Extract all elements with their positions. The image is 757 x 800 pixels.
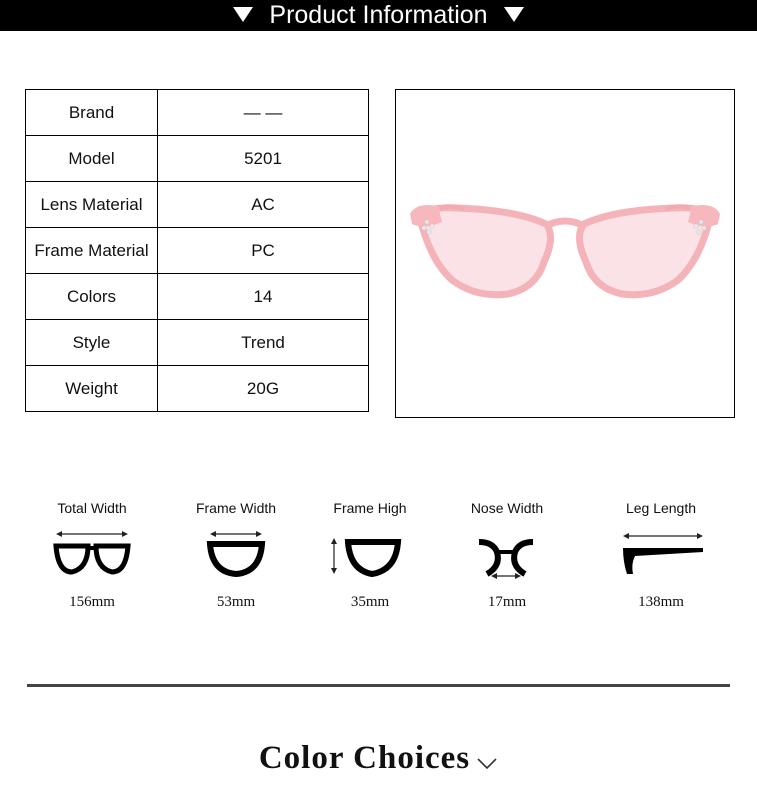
measurement-value: 53mm [216,594,256,610]
section-title: Color Choices [258,740,471,776]
frame-width-icon [166,522,306,592]
chevron-down-icon [476,742,498,779]
measurement-label: Total Width [57,500,127,516]
nose-width-icon [437,522,577,592]
spec-key: Model [26,136,158,182]
spec-key: Style [26,320,158,366]
triangle-down-icon [504,7,524,22]
header-title: Product Information [269,1,488,29]
spec-key: Frame Material [26,228,158,274]
spec-key: Weight [26,366,158,412]
measurement-value: 35mm [350,594,390,610]
spec-value: — — [158,90,369,136]
spec-value: 5201 [158,136,369,182]
table-row [26,182,369,228]
spec-key: Brand [26,90,158,136]
measurement-frame-width [166,500,306,611]
measurement-nose-width [437,500,577,611]
product-image [395,89,735,418]
measurement-label: Frame High [333,500,407,516]
spec-value: Trend [158,320,369,366]
header-title-row [0,0,757,31]
table-row [26,228,369,274]
table-row [26,366,369,412]
measurement-value: 17mm [487,594,527,610]
spec-value: 20G [158,366,369,412]
leg-length-icon [591,522,731,592]
triangle-down-icon [233,7,253,22]
spec-key: Lens Material [26,182,158,228]
measurement-label: Nose Width [470,500,544,516]
spec-key: Colors [26,274,158,320]
measurement-label: Leg Length [625,500,697,516]
measurement-value: 156mm [69,594,115,610]
table-row [26,274,369,320]
section-heading [0,740,757,779]
pink-cat-eye-glasses-icon [396,90,734,417]
frame-high-icon [300,522,440,592]
measurement-total-width [22,500,162,611]
measurement-label: Frame Width [195,500,277,516]
header-bar [0,0,757,31]
section-divider [27,684,730,687]
measurement-frame-high [300,500,440,611]
measurement-value: 138mm [638,594,684,610]
table-row [26,90,369,136]
spec-value: AC [158,182,369,228]
spec-table [25,89,369,412]
total-width-icon [22,522,162,592]
spec-value: PC [158,228,369,274]
spec-value: 14 [158,274,369,320]
measurement-leg-length [591,500,731,611]
table-row [26,320,369,366]
table-row [26,136,369,182]
